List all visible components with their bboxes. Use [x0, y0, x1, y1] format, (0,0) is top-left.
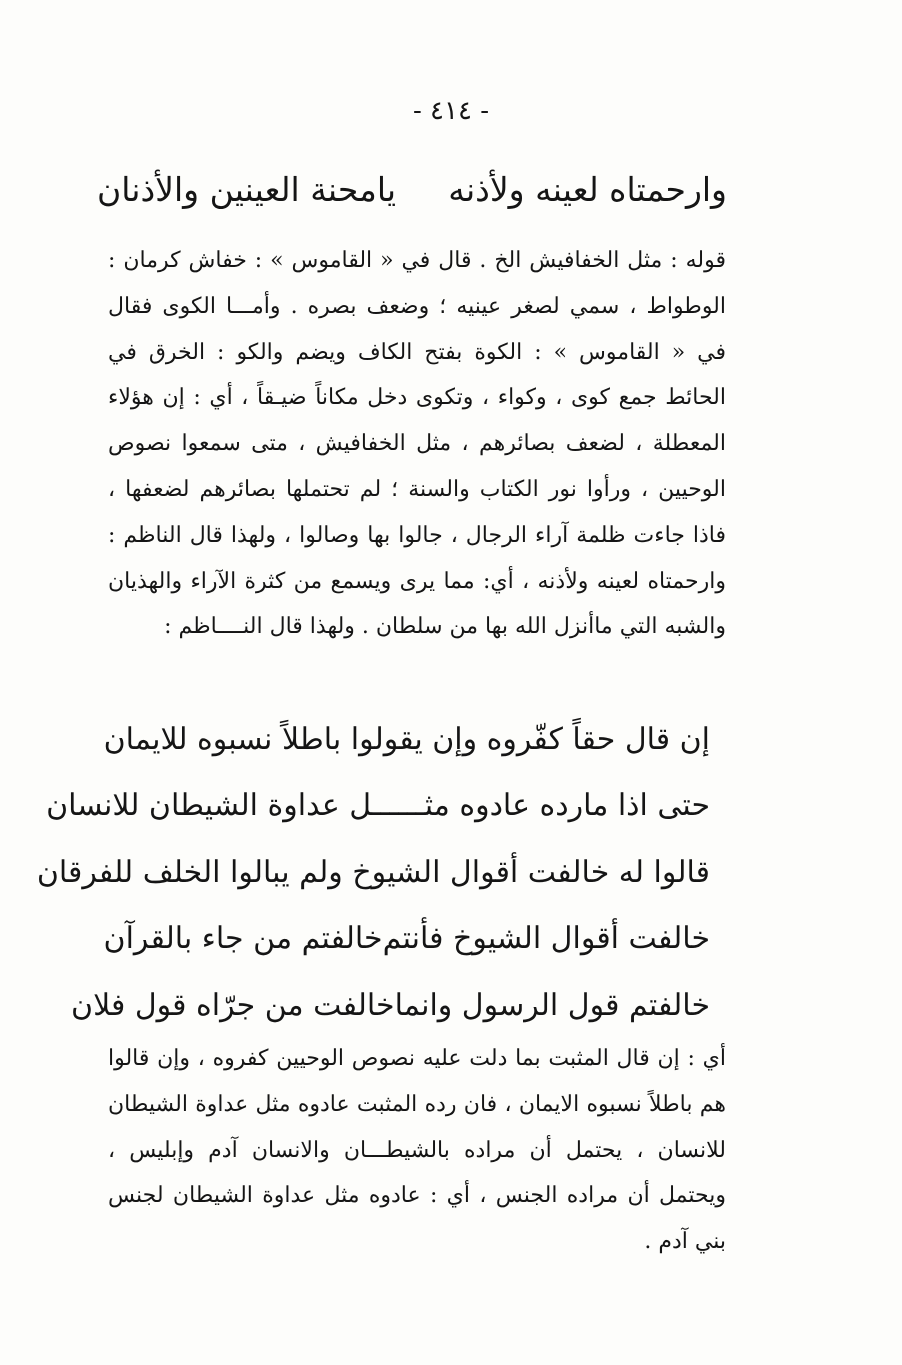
- poem-verse: [71, 972, 710, 1039]
- opening-verse-right: وارحمتاه لعينه ولأذنه: [448, 170, 727, 209]
- poem-hemistich-left: خالفت من جرّاه قول فلان: [71, 987, 395, 1023]
- commentary-paragraph-1: [108, 238, 726, 650]
- poem-hemistich-left: خالفتم من جاء بالقرآن: [103, 921, 383, 957]
- poem-verse: [36, 839, 710, 906]
- poem-hemistich-right: قالوا له خالفت أقوال الشيو: [371, 854, 710, 890]
- poem-verse: [103, 906, 710, 973]
- poem-hemistich-left: خ ولم يبالوا الخلف للفرقان: [36, 854, 372, 890]
- commentary-text-2: أي : إن قال المثبت بما دلت عليه نصوص الوحيين كفروه ، وإن قالوا هم باطلاً نسبوه الايمان ، فان رده المثبت عادوه مثل عداوة الشيطان للانسان ، يحتمل أن مراده بالشيطـــان والانسان آدم وإبليس ، ويحتمل أن مراده الجنس ، أي : عادوه مثل عداوة الشيطان لجنس بني آدم .: [108, 1046, 726, 1255]
- poem-hemistich-right: حتى اذا مارده عادوه مثـــ: [398, 788, 710, 824]
- poem-hemistich-right: إن قال حقاً كفّروه وإن يقو: [383, 721, 710, 757]
- commentary-text-1: قوله : مثل الخفافيش الخ . قال في « القاموس » : خفاش كرمان : الوطواط ، سمي لصغر عينيه ؛ وضعف بصره . وأمـــا الكوى فقال في « القاموس » : الكوة بفتح الكاف ويضم والكو : الخرق في الحائط جمع كوى ، وكواء ، وتكوى دخل مكاناً ضيـقاً ، أي : إن هؤلاء المعطلة ، لضعف بصائرهم ، مثل الخفافيش ، متى سمعوا نصوص الوحيين ، ورأوا نور الكتاب والسنة ؛ لم تحتملها بصائرهم لضعفها ، فاذا جاءت ظلمة آراء الرجال ، جالوا بها وصالوا ، ولهذا قال الناظم : وارحمتاه لعينه ولأذنه ، أي: مما يرى ويسمع من كثرة الآراء والهذيان والشبه التي ماأنزل الله بها من سلطان . ولهذا قال النــــاظم :: [108, 248, 726, 640]
- opening-verse-left: يامحنة العينين والأذنان: [97, 170, 397, 209]
- poem-verse: [103, 706, 710, 773]
- commentary-paragraph-2: [108, 1036, 726, 1265]
- opening-verse: [97, 168, 727, 212]
- poem-hemistich-right: خالفت أقوال الشيوخ فأنتم: [382, 921, 710, 957]
- poem-hemistich-left: ـــل عداوة الشيطان للانسان: [46, 788, 399, 824]
- poem-block: [36, 706, 710, 1039]
- poem-verse: [46, 773, 710, 840]
- poem-hemistich-left: لوا باطلاً نسبوه للايمان: [103, 721, 384, 757]
- poem-hemistich-right: خالفتم قول الرسول وانما: [394, 987, 710, 1023]
- page-number: - ٤١٤ -: [412, 96, 490, 126]
